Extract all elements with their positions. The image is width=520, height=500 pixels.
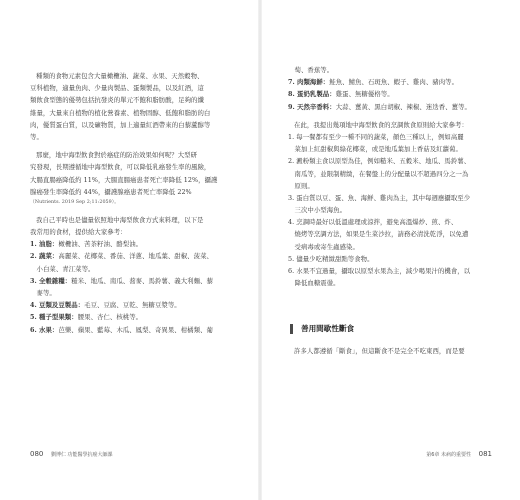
right-page-body	[288, 64, 471, 289]
paragraph-line: 維量，大量來自植物的植化營養素、植物固醇、低飽和脂肪的白	[30, 108, 211, 117]
principle-continuation: 受病毒或寄生蟲感染。	[294, 242, 359, 251]
paragraph-line: 我自己平時也是儘量依照地中海型飲食方式來料理，以下是	[36, 215, 204, 224]
citation: （Nutrients. 2019 Sep 2;11:2059）。	[30, 199, 120, 205]
principle-item: 4. 烹調時最好以低溫處理或涼拌，避免高溫爆炒、煎、炸、	[288, 218, 458, 227]
paragraph-line: 類飲食型態的優勢包括抗發炎的單元不飽和脂肪酸，足夠的纖	[30, 96, 204, 105]
paragraph-line: 究發現，長期遵循地中海型飲食，可以降低乳癌發生率的風險，	[30, 163, 211, 172]
paragraph-line: 豆科植物，適量魚肉、少量肉製品、蛋類製品，以及紅酒，這	[30, 84, 204, 93]
principle-continuation: 原則。	[294, 181, 314, 190]
section-heading	[290, 323, 354, 334]
list-item-continuation: 萄、香蕉等。	[294, 66, 334, 74]
right-page-body-continued	[288, 345, 465, 357]
left-footer	[30, 450, 113, 458]
list-item: 3. 全穀雜糧：糙米、地瓜、南瓜、蕎麥、馬鈴薯、義大利麵、藜	[30, 276, 213, 285]
paragraph-line: 許多人都遵循「斷食」，但這斷食不是完全不吃東西，而是要	[294, 347, 465, 355]
paragraph-line: 那麼，地中海型飲食對於癌症的防治效果如何呢？大型研	[36, 151, 198, 160]
list-item: 8. 蛋奶乳製品：雞蛋、無糖優格等。	[288, 90, 394, 99]
paragraph-line: 肉，優質蛋白質，以及礦物質，加上適量紅酒帶來的白藜蘆醇等	[30, 120, 211, 129]
section-heading-text: 善用間歇性斷食	[301, 324, 355, 333]
list-item-continuation: 小白菜、青江菜等。	[36, 264, 95, 273]
paragraph-line: 腺癌發生率降低約 44%，攝護腺癌患者死亡率降低 22%	[30, 187, 192, 196]
principle-item: 5. 儘量少吃精緻甜點等食物。	[288, 254, 374, 263]
list-item: 7. 肉類海鮮：鮭魚、鯖魚、石斑魚、蝦子、雞肉、豬肉等。	[288, 78, 459, 87]
list-item: 4. 豆類及豆製品：毛豆、豆腐、豆乾、無糖豆漿等。	[30, 301, 181, 310]
right-page	[260, 0, 520, 500]
list-item: 9. 天然辛香料：大蒜、薑黃、黑白胡椒、辣椒、迷迭香、薑等。	[288, 102, 471, 111]
principle-item: 2. 澱粉類主食以原型為佳，例如糙米、五穀米、地瓜、馬鈴薯、	[288, 157, 471, 166]
list-item: 6. 水果：芭樂、蘋果、藍莓、木瓜、鳳梨、奇異果、柑橘類、葡	[30, 325, 213, 334]
principle-item: 6. 水果不宜過量，攝取以原型水果為主，減少喝果汁的機會，以	[288, 267, 471, 275]
list-item-continuation: 麥等。	[36, 289, 56, 297]
page-number: 080	[30, 450, 44, 458]
heading-bar	[290, 324, 293, 334]
paragraph-line: 在此，我提出幾項地中海型飲食的烹調飲食原則給大家參考：	[294, 120, 468, 129]
principle-item: 1. 每一餐都有至少一種不同的蔬菜，顏色三種以上，例如高麗	[288, 132, 464, 141]
principle-continuation: 菜加上紅甜椒與綠花椰菜，或是地瓜葉加上香菇及紅蘿蔔。	[294, 145, 462, 154]
paragraph-line: 我常用的食材，提供給大家參考：	[30, 228, 127, 237]
principle-item: 3. 蛋白質以豆、蛋、魚、海鮮、雞肉為主，其中每週應攝取至少	[288, 193, 471, 202]
paragraph-line: 大腸直腸癌降低約 11%，大腸直腸癌患者死亡率降低 12%，攝護	[30, 175, 218, 184]
left-page-body	[30, 70, 217, 336]
paragraph-line: 種類的食物元素包含大量橄欖油、蔬菜、水果、天然穀物、	[36, 72, 204, 80]
paragraph-line: 等。	[30, 132, 43, 141]
list-item: 2. 蔬菜：高麗菜、花椰菜、番茄、洋蔥、地瓜葉、甜椒、菠菜、	[30, 252, 213, 261]
principle-continuation: 降低血糖震盪。	[294, 279, 340, 288]
principle-continuation: 三次中小型海魚。	[294, 206, 347, 215]
list-item: 1. 油脂：橄欖油、苦茶籽油、酪梨油。	[30, 240, 143, 249]
page-number: 081	[478, 450, 492, 458]
running-title: 劉博仁 功能醫學抗癌大師課	[50, 452, 113, 458]
running-chapter: 第6章 未病的重要性	[426, 452, 472, 458]
principle-continuation: 燒烤等烹調方法，如果是生菜沙拉，請務必清洗乾淨，以免遭	[294, 230, 469, 239]
right-footer	[426, 450, 492, 458]
principle-continuation: 南瓜等，並限制精緻，在餐盤上的分配量以不超過四分之一為	[294, 169, 469, 178]
list-item: 5. 種子型果類：腰果、杏仁、核桃等。	[30, 313, 143, 322]
